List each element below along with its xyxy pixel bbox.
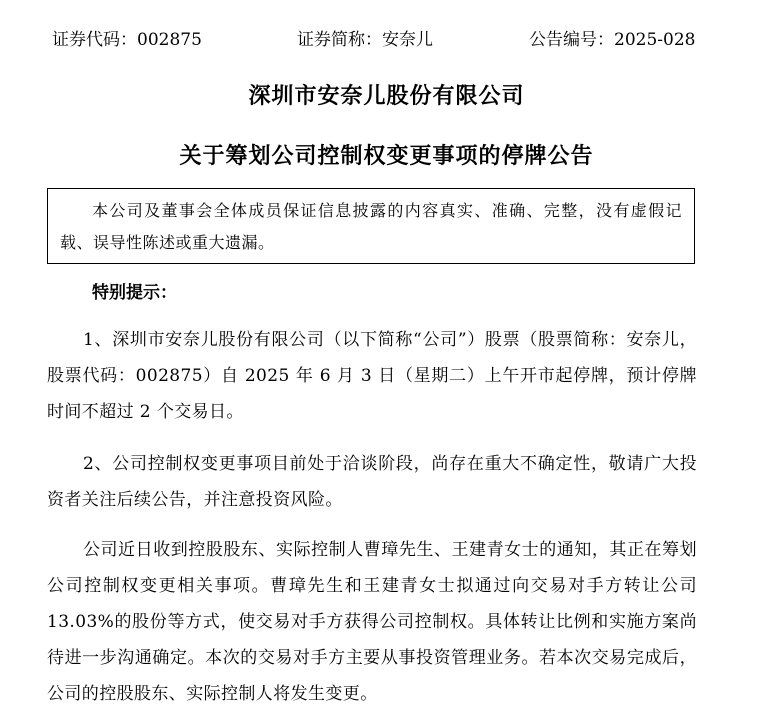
- announcement-number: 公告编号：2025-028: [529, 30, 696, 50]
- document-header: [0, 28, 773, 52]
- body-paragraph: 公司近日收到控股股东、实际控制人曹璋先生、王建青女士的通知，其正在筹划公司控制权变更相关事项。曹璋先生和王建青女士拟通过向交易对手方转让公司 13.03%的股份等方式，使交易对手方获得公司控制权。具体转让比例和实施方案尚待进一步沟通确定。本次的交易对手方主要从事投资管理业务。若本次交易完成后，公司的控股股东、实际控制人将发生变更。: [47, 540, 697, 704]
- special-notice-item-1: 1、深圳市安奈儿股份有限公司（以下简称“公司”）股票（股票简称：安奈儿，股票代码：002875）自 2025 年 6 月 3 日（星期二）上午开市起停牌，预计停牌时间不超过 2 个交易日。: [47, 330, 697, 422]
- board-declaration-box: 本公司及董事会全体成员保证信息披露的内容真实、准确、完整，没有虚假记载、误导性陈述或重大遗漏。: [47, 188, 695, 264]
- security-abbreviation: 证券简称：安奈儿: [297, 30, 433, 50]
- special-notice-heading: 特别提示：: [92, 283, 177, 303]
- notice-title: 关于筹划公司控制权变更事项的停牌公告: [179, 143, 594, 169]
- company-name: 深圳市安奈儿股份有限公司: [248, 83, 525, 109]
- security-code: 证券代码：002875: [52, 30, 202, 50]
- special-notice-item-2: 2、公司控制权变更事项目前处于洽谈阶段，尚存在重大不确定性，敬请广大投资者关注后续公告，并注意投资风险。: [47, 454, 697, 510]
